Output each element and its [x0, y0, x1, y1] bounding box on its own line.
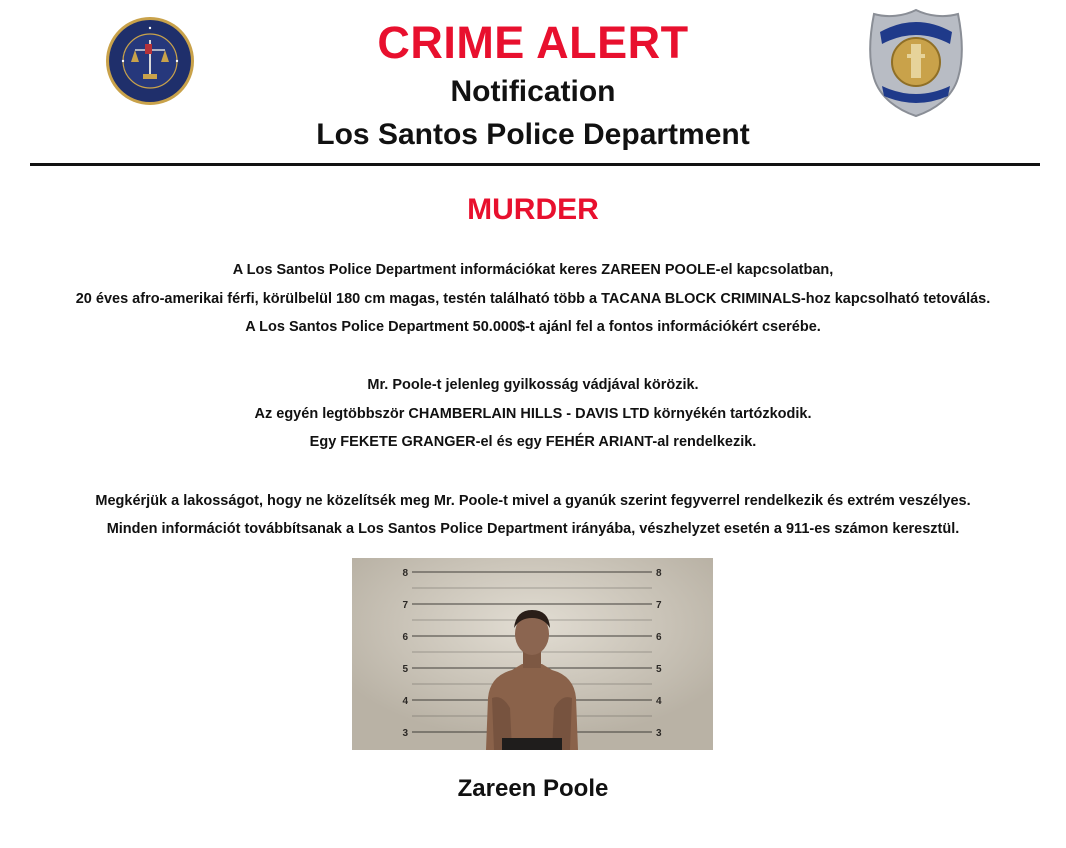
height-mark-left: 7: [402, 600, 408, 611]
info-line: Mr. Poole-t jelenleg gyilkosság vádjával körözik.: [367, 377, 699, 393]
suspect-mugshot: [352, 558, 713, 750]
crime-type: MURDER: [467, 193, 599, 226]
info-line: A Los Santos Police Department információkat keres ZAREEN POOLE-el kapcsolatban,: [232, 262, 834, 278]
height-mark-left: 8: [402, 568, 408, 579]
police-officer-badge-icon: [866, 6, 966, 118]
poster-header: [0, 0, 1066, 168]
height-mark-right: 4: [656, 696, 662, 707]
info-line: Az egyén legtöbbször CHAMBERLAIN HILLS - DAVIS LTD környékén tartózkodik.: [254, 406, 812, 422]
info-line: A Los Santos Police Department 50.000$-t ajánl fel a fontos információkért cserébe.: [245, 319, 821, 335]
info-line: 20 éves afro-amerikai férfi, körülbelül 180 cm magas, testén található több a TACANA BLOCK CRIMINALS-hoz kapcsolható tetoválás.: [75, 291, 991, 307]
info-line: Megkérjük a lakosságot, hogy ne közelítsék meg Mr. Poole-t mivel a gyanúk szerint fegyverrel rendelkezik és extrém veszélyes.: [95, 493, 971, 509]
height-mark-right: 8: [656, 568, 662, 579]
mugshot-image: [352, 558, 713, 750]
height-mark-left: 4: [402, 696, 408, 707]
height-mark-right: 6: [656, 632, 662, 643]
height-mark-right: 5: [656, 664, 662, 675]
height-mark-right: 7: [656, 600, 662, 611]
height-mark-right: 3: [656, 728, 662, 739]
alert-subtitle: Notification: [450, 75, 616, 108]
height-mark-left: 6: [402, 632, 408, 643]
suspect-name: Zareen Poole: [457, 775, 609, 802]
alert-title: CRIME ALERT: [377, 17, 689, 68]
info-line: Egy FEKETE GRANGER-el és egy FEHÉR ARIANT-al rendelkezik.: [309, 434, 757, 450]
height-mark-left: 5: [402, 664, 408, 675]
lspd-seal-icon: [105, 16, 195, 106]
department-name: Los Santos Police Department: [316, 118, 750, 151]
header-divider: [30, 163, 1040, 166]
height-mark-left: 3: [402, 728, 408, 739]
info-line: Minden információt továbbítsanak a Los Santos Police Department irányába, vészhelyzet esetén a 911-es számon keresztül.: [106, 521, 960, 537]
